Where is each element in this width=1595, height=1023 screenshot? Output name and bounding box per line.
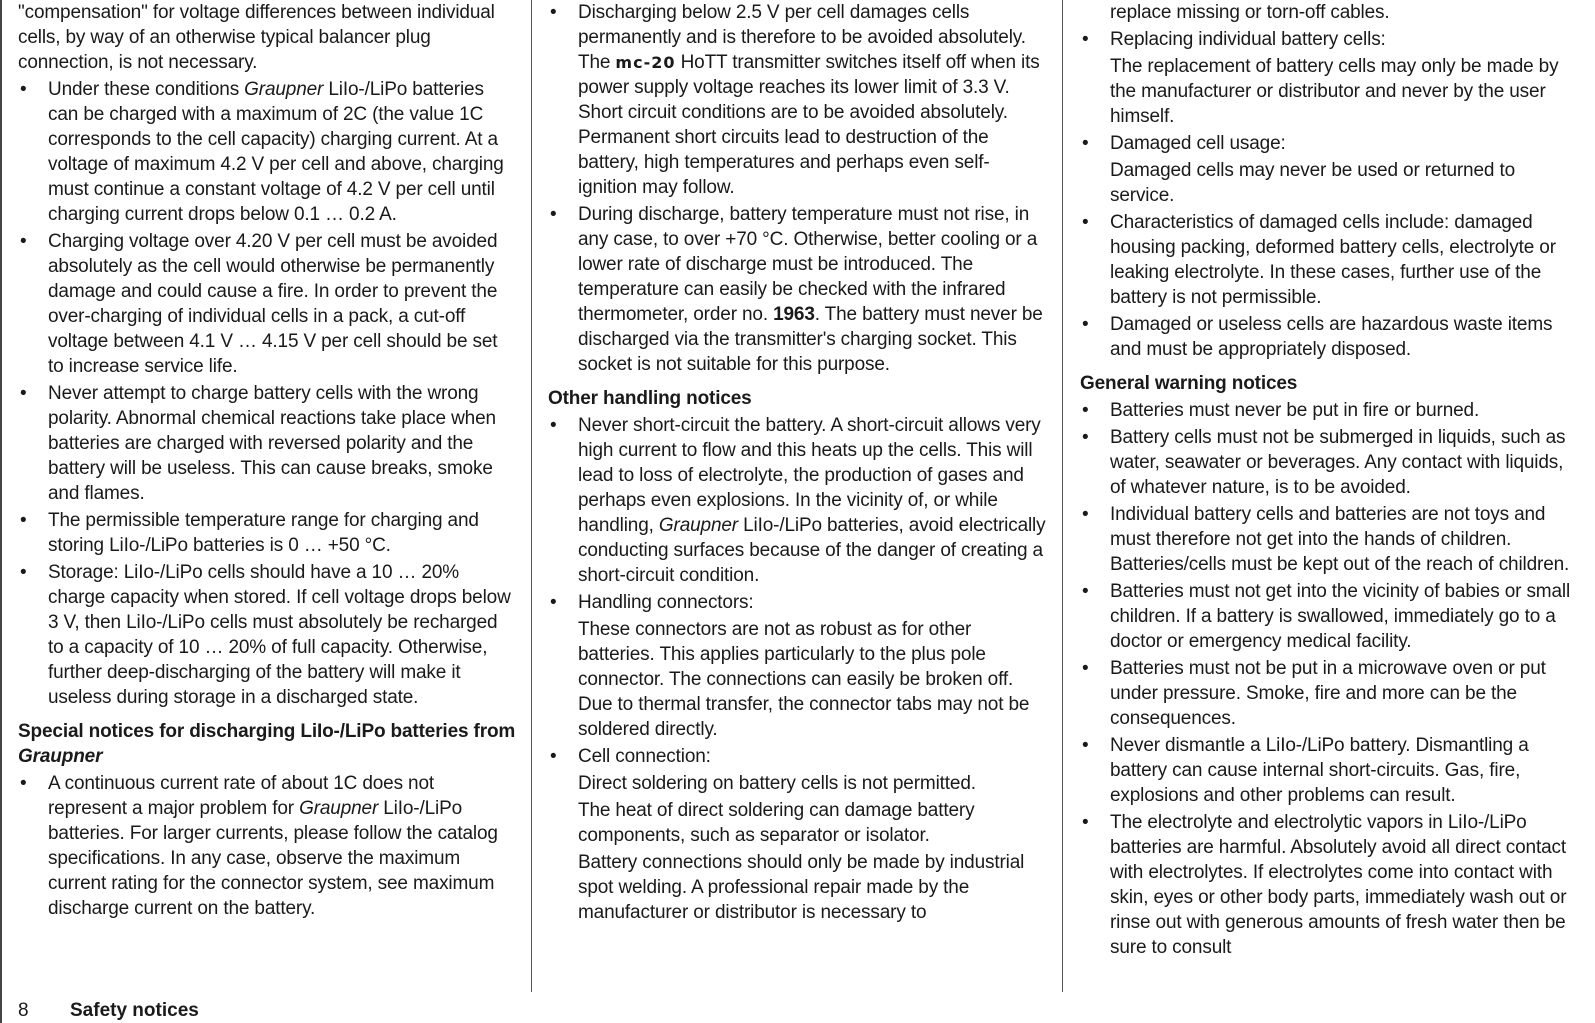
heading-other-handling: Other handling notices (548, 388, 752, 409)
bullet-babies: • Batteries must not get into the vicinity of babies or small children. If a battery is swallowed, immediately go to a doctor or emergency medical facility. (1080, 579, 1580, 654)
bullet-damaged-characteristics: • Characteristics of damaged cells include: damaged housing packing, deformed battery cells, electrolyte or leaking electrolyte. In these cases, further use of the battery is not permissible. (1080, 210, 1580, 310)
page-left-edge (0, 0, 2, 1023)
cell-connection-detail-2: The heat of direct soldering can damage battery components, such as separator or isolator. (578, 800, 975, 846)
bullet-charging-conditions: • Under these conditions Graupner LiIo-/LiPo batteries can be charged with a maximum of 2C (the value 1C corresponds to the cell capacity) charging current. At a voltage of maximum 4.2 V per cell and above, charging must continue a constant voltage of 4.2 V per cell until charging current drops below 0.1 … 0.2 A. (18, 77, 518, 227)
column-divider (531, 0, 532, 992)
column-divider (1062, 0, 1063, 992)
section-title: Safety notices (70, 1000, 199, 1021)
bullet-electrolyte: • The electrolyte and electrolytic vapors in LiIo-/LiPo batteries are harmful. Absolutely avoid all direct contact with electrolytes. If electrolytes come into contact with skin, eyes or other body parts, immediately wash out or rinse out with generous amounts of fresh water then be sure to consult (1080, 810, 1580, 960)
heading-general-warnings: General warning notices (1080, 373, 1298, 394)
bullet-children: • Individual battery cells and batteries are not toys and must therefore not get into the hands of children. Batteries/cells must be kept out of the reach of children. (1080, 502, 1580, 577)
bullet-hazardous-waste: • Damaged or useless cells are hazardous waste items and must be appropriately disposed. (1080, 312, 1580, 362)
continued-text: replace missing or torn-off cables. (1110, 2, 1390, 23)
bullet-discharging-limit: • Discharging below 2.5 V per cell damages cells permanently and is therefore to be avoided absolutely. The mc-20 HoTT transmitter switches itself off when its power supply voltage reaches its lower limit of 3.3 V. Short circuit conditions are to be avoided absolutely. Permanent short circuits lead to destruction of the battery, high temperatures and perhaps even self-ignition may follow. (548, 0, 1048, 200)
bullet-microwave: • Batteries must not be put in a microwave oven or put under pressure. Smoke, fire and more can be the consequences. (1080, 656, 1580, 731)
page-number: 8 (18, 1000, 29, 1021)
bullet-temperature-range: • The permissible temperature range for charging and storing LiIo-/LiPo batteries is 0 … +50 °C. (18, 508, 518, 558)
connectors-detail: These connectors are not as robust as for other batteries. This applies particularly to the plus pole connector. The connections can easily be broken off. Due to thermal transfer, the connector tabs may not be soldered directly. (578, 619, 1030, 740)
column-left (18, 0, 518, 990)
paragraph-compensation: "compensation" for voltage differences between individual cells, by way of an otherwise typical balancer plug connection, is not necessary. (18, 2, 495, 73)
column-middle (548, 0, 1048, 990)
damaged-usage-detail: Damaged cells may never be used or returned to service. (1110, 160, 1515, 206)
bullet-short-circuit: • Never short-circuit the battery. A short-circuit allows very high current to flow and this heats up the cells. This will lead to loss of electrolyte, the production of gases and perhaps even explosions. In the vicinity of, or while handling, Graupner LiIo-/LiPo batteries, avoid electrically conducting surfaces because of the danger of creating a short-circuit condition. (548, 413, 1048, 588)
bullet-dismantle: • Never dismantle a LiIo-/LiPo battery. Dismantling a battery can cause internal short-circuits. Gas, fire, explosions and other problems can result. (1080, 733, 1580, 808)
bullet-liquids: • Battery cells must not be submerged in liquids, such as water, seawater or beverages. Any contact with liquids, of whatever nature, is to be avoided. (1080, 425, 1580, 500)
bullet-fire: • Batteries must never be put in fire or burned. (1080, 398, 1580, 423)
mc20-logo: mc-20 (615, 53, 676, 72)
bullet-damaged-usage: • Damaged cell usage: (1080, 131, 1580, 156)
heading-discharging-notices: Special notices for discharging LiIo-/LiPo batteries from Graupner (18, 721, 516, 767)
bullet-cell-connection: • Cell connection: (548, 744, 1048, 769)
bullet-polarity: • Never attempt to charge battery cells with the wrong polarity. Abnormal chemical reactions take place when batteries are charged with reversed polarity and the battery will be useless. This can cause breaks, smoke and flames. (18, 381, 518, 506)
bullet-replacing-cells: • Replacing individual battery cells: (1080, 27, 1580, 52)
bullet-discharge-temperature: • During discharge, battery temperature must not rise, in any case, to over +70 °C. Otherwise, better cooling or a lower rate of discharge must be introduced. The temperature can easily be checked with the infrared thermometer, order no. 1963. The battery must never be discharged via the transmitter's charging socket. This socket is not suitable for this purpose. (548, 202, 1048, 377)
bullet-storage: • Storage: LiIo-/LiPo cells should have a 10 … 20% charge capacity when stored. If cell voltage drops below 3 V, then LiIo-/LiPo cells must absolutely be recharged to a capacity of 10 … 20% of full capacity. Otherwise, further deep-discharging of the battery will make it useless during storage in a discharged state. (18, 560, 518, 710)
bullet-continuous-current: • A continuous current rate of about 1C does not represent a major problem for Graupner LiIo-/LiPo batteries. For larger currents, please follow the catalog specifications. In any case, observe the maximum current rating for the connector system, see maximum discharge current on the battery. (18, 771, 518, 921)
cell-connection-detail-3: Battery connections should only be made by industrial spot welding. A professional repair made by the manufacturer or distributor is necessary to (578, 852, 1025, 923)
bullet-charging-voltage: • Charging voltage over 4.20 V per cell must be avoided absolutely as the cell would otherwise be permanently damage and could cause a fire. In order to prevent the over-charging of individual cells in a pack, a cut-off voltage between 4.1 V … 4.15 V per cell should be set to increase service life. (18, 229, 518, 379)
cell-connection-detail-1: Direct soldering on battery cells is not permitted. (578, 773, 976, 794)
replacing-cells-detail: The replacement of battery cells may only be made by the manufacturer or distributor and never by the user himself. (1110, 56, 1559, 127)
column-right (1080, 0, 1580, 990)
bullet-handling-connectors: • Handling connectors: (548, 590, 1048, 615)
